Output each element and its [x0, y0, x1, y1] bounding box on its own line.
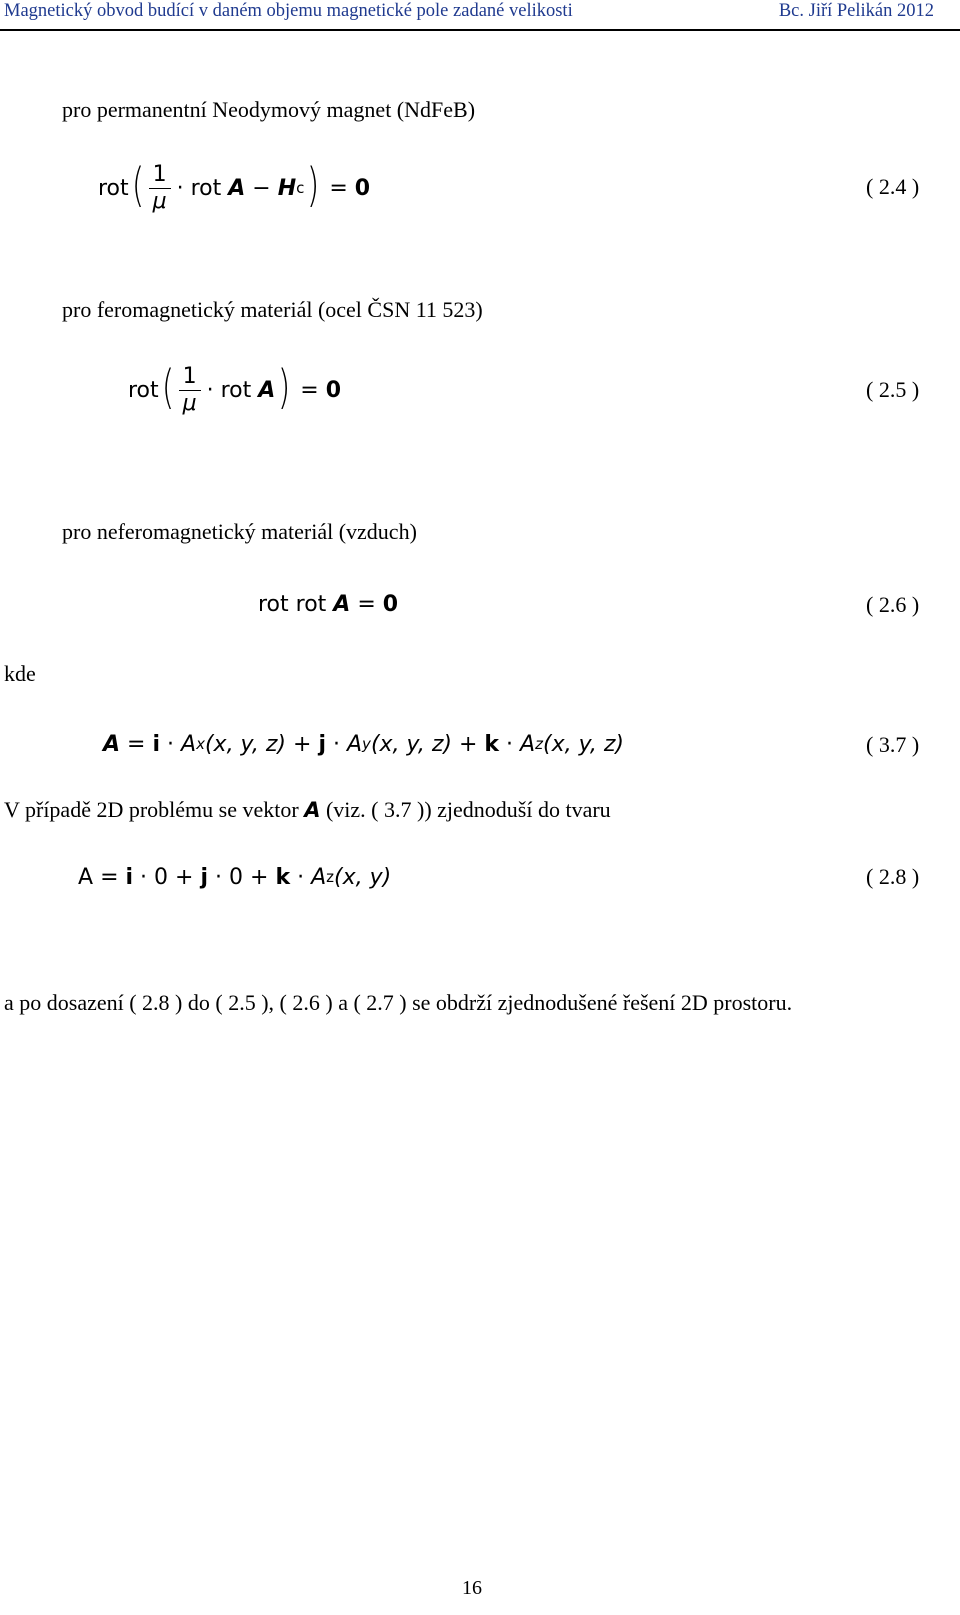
vector-A: A: [103, 731, 121, 757]
equation-2-4: [98, 160, 370, 216]
running-header: [0, 0, 960, 31]
paragraph-substitution: a po dosazení ( 2.8 ) do ( 2.5 ), ( 2.6 ) a ( 2.7 ) se obdrží zjednodušené řešení 2D prostoru.: [4, 990, 793, 1015]
arguments-xyz: (x, y, z): [204, 731, 286, 757]
page-number: 16: [462, 1577, 482, 1599]
component-A: A: [520, 731, 536, 757]
zero-vector: 0: [382, 591, 399, 617]
component-A: A: [346, 731, 363, 757]
rot-operator: rot: [98, 175, 129, 201]
rot-rot-operator: rot rot: [258, 591, 327, 617]
equation-2-5: [128, 362, 341, 418]
numerator: 1: [182, 363, 197, 389]
vector-A: A: [333, 591, 351, 617]
equals-sign: =: [329, 175, 348, 201]
symbol-A: A: [78, 864, 94, 890]
dot-operator: ·: [176, 175, 184, 201]
vector-A: A: [228, 175, 246, 201]
left-paren: (: [131, 158, 144, 212]
subscript-z: z: [326, 868, 335, 886]
minus-sign: −: [252, 175, 271, 201]
unit-vector-i: i: [125, 864, 134, 890]
plus-sign: +: [458, 731, 478, 757]
unit-vector-j: j: [200, 864, 209, 890]
denominator-mu: μ: [152, 188, 167, 214]
equation-number-2-6: ( 2.6 ): [866, 592, 920, 617]
unit-vector-k: k: [275, 864, 291, 890]
word-kde: kde: [4, 661, 36, 686]
paragraph-2d-problem: [4, 797, 611, 823]
left-paren: (: [161, 360, 174, 414]
unit-vector-k: k: [484, 731, 500, 757]
equals-sign: =: [127, 731, 146, 757]
equation-number-3-7: ( 3.7 ): [866, 732, 920, 757]
paragraph-nonferromagnetic: pro neferomagnetický materiál (vzduch): [62, 519, 417, 544]
fraction: [179, 364, 201, 417]
arguments-xy: (x, y): [334, 864, 392, 890]
equation-number-2-4: ( 2.4 ): [866, 174, 920, 199]
rot-operator: rot: [220, 377, 252, 403]
plus-sign: +: [250, 864, 269, 890]
equation-2-8: [78, 862, 391, 892]
arguments-xyz: (x, y, z): [542, 731, 625, 757]
vector-A-inline: A: [304, 798, 321, 822]
dot-operator: ·: [297, 864, 305, 890]
equation-3-7: [103, 728, 624, 760]
plus-sign: +: [175, 864, 194, 890]
equals-sign: =: [300, 377, 319, 403]
dot-operator: ·: [140, 864, 148, 890]
rot-operator: rot: [128, 377, 159, 403]
component-A: A: [311, 864, 327, 890]
paragraph-permanent-magnet: pro permanentní Neodymový magnet (NdFeB): [62, 97, 476, 122]
dot-operator: ·: [215, 864, 223, 890]
equation-2-6: [258, 590, 398, 618]
dot-operator: ·: [167, 731, 175, 757]
vector-H: H: [277, 175, 297, 201]
zero: 0: [154, 864, 169, 890]
denominator-mu: μ: [182, 390, 197, 416]
component-A: A: [181, 731, 197, 757]
vector-A: A: [258, 377, 276, 403]
equation-number-2-5: ( 2.5 ): [866, 377, 920, 402]
text-after-vector: (viz. ( 3.7 )) zjednoduší do tvaru: [320, 797, 611, 822]
subscript-c: c: [296, 179, 305, 197]
header-title: Magnetický obvod budící v daném objemu magnetické pole zadané velikosti: [4, 1, 573, 21]
rot-operator: rot: [190, 175, 222, 201]
unit-vector-j: j: [318, 731, 326, 757]
right-paren: ): [277, 360, 291, 414]
subscript-x: x: [196, 735, 205, 753]
unit-vector-i: i: [152, 731, 161, 757]
paragraph-ferromagnetic: pro feromagnetický materiál (ocel ČSN 11 523): [62, 297, 483, 322]
dot-operator: ·: [506, 731, 514, 757]
equation-number-2-8: ( 2.8 ): [866, 864, 920, 889]
plus-sign: +: [293, 731, 312, 757]
zero-vector: 0: [325, 377, 341, 403]
right-paren: ): [307, 158, 320, 212]
equals-sign: =: [100, 864, 119, 890]
text-before-vector: V případě 2D problému se vektor: [4, 797, 305, 822]
arguments-xyz: (x, y, z): [370, 731, 452, 757]
header-author-year: Bc. Jiří Pelikán 2012: [778, 1, 934, 21]
zero-vector: 0: [354, 175, 371, 201]
fraction: [149, 162, 171, 215]
equals-sign: =: [357, 591, 376, 617]
dot-operator: ·: [206, 377, 214, 403]
subscript-y: y: [362, 735, 371, 753]
numerator: 1: [152, 161, 167, 187]
subscript-z: z: [535, 735, 543, 753]
zero: 0: [229, 864, 244, 890]
dot-operator: ·: [332, 731, 340, 757]
